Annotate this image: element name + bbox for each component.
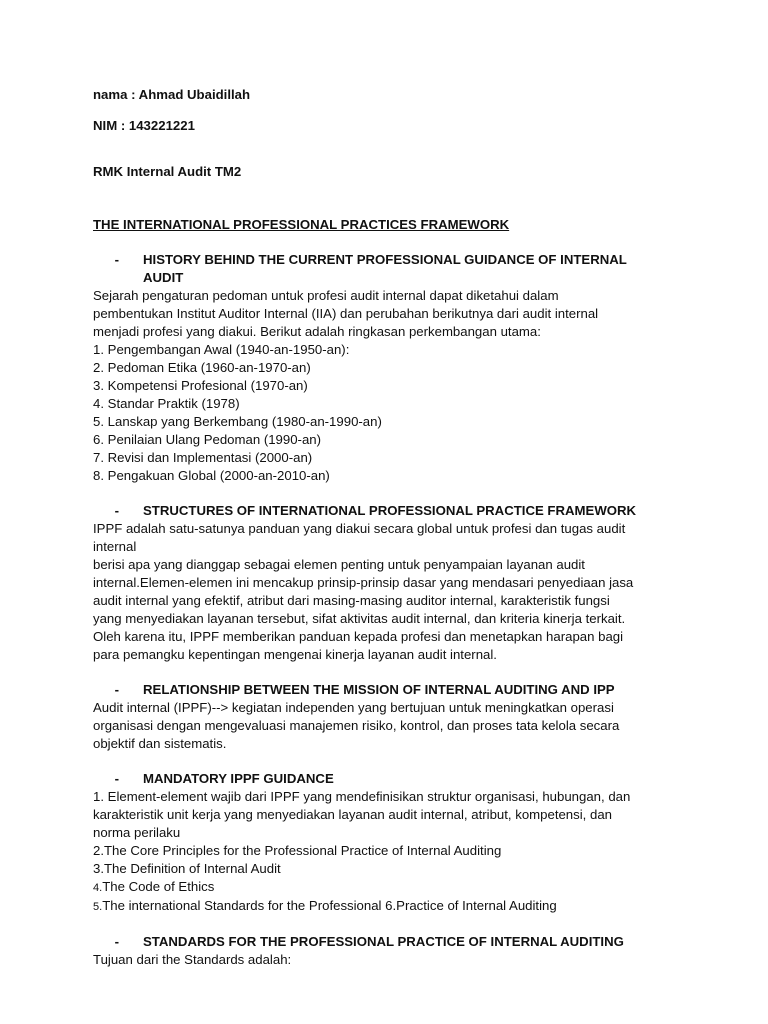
section-heading-mandatory — [93, 770, 683, 788]
list-item: 8. Pengakuan Global (2000-an-2010-an) — [93, 468, 330, 483]
student-name: nama : Ahmad Ubaidillah — [93, 87, 251, 102]
document-body — [93, 86, 683, 969]
bullet-dash: - — [114, 252, 119, 267]
section-title-line: STRUCTURES OF INTERNATIONAL PROFESSIONAL PRACTICE FRAMEWORK — [143, 503, 637, 518]
text-line: menjadi profesi yang diakui. Berikut adalah ringkasan perkembangan utama: — [93, 324, 541, 339]
list-item: 6. Penilaian Ulang Pedoman (1990-an) — [93, 432, 321, 447]
list-item: 5. Lanskap yang Berkembang (1980-an-1990-an) — [93, 414, 382, 429]
text-line: para pemangku kepentingan mengenai kinerja layanan audit internal. — [93, 647, 497, 662]
list-item: 3.The Definition of Internal Audit — [93, 861, 281, 876]
student-nim: NIM : 143221221 — [93, 118, 195, 133]
section-title-line: STANDARDS FOR THE PROFESSIONAL PRACTICE OF INTERNAL AUDITING — [143, 934, 624, 949]
section-body-standards — [93, 951, 683, 969]
section-body-mandatory — [93, 788, 683, 916]
list-item — [93, 897, 683, 916]
section-heading-structures — [93, 502, 683, 520]
text-line: organisasi dengan mengevaluasi manajemen risiko, kontrol, dan proses tata kelola secara — [93, 718, 620, 733]
main-title: THE INTERNATIONAL PROFESSIONAL PRACTICES FRAMEWORK — [93, 217, 510, 232]
section-body-history — [93, 287, 683, 485]
text-line: internal — [93, 539, 137, 554]
section-title-line: RELATIONSHIP BETWEEN THE MISSION OF INTERNAL AUDITING AND IPP — [143, 682, 615, 697]
list-item: 4. Standar Praktik (1978) — [93, 396, 240, 411]
course-title: RMK Internal Audit TM2 — [93, 164, 242, 179]
section-title-line: AUDIT — [143, 270, 184, 285]
list-item: 2. Pedoman Etika (1960-an-1970-an) — [93, 360, 311, 375]
text-line: norma perilaku — [93, 825, 181, 840]
text-line: pembentukan Institut Auditor Internal (IIA) dan perubahan berikutnya dari audit internal — [93, 306, 599, 321]
text-line: audit internal yang efektif, atribut dari masing-masing auditor internal, karakteristik fungsi — [93, 593, 610, 608]
section-body-structures — [93, 520, 683, 664]
text-line: karakteristik unit kerja yang menyediakan layanan audit internal, atribut, kompetensi, dan — [93, 807, 613, 822]
text-line: Audit internal (IPPF)--> kegiatan independen yang bertujuan untuk meningkatkan operasi — [93, 700, 614, 715]
text-line: Tujuan dari the Standards adalah: — [93, 952, 292, 967]
bullet-dash: - — [114, 682, 119, 697]
text-line: objektif dan sistematis. — [93, 736, 227, 751]
section-heading-standards — [93, 933, 683, 951]
text-line: 1. Element-element wajib dari IPPF yang mendefinisikan struktur organisasi, hubungan, dan — [93, 789, 631, 804]
section-heading-history — [93, 251, 683, 287]
list-number: 5. — [93, 901, 103, 913]
bullet-dash: - — [114, 503, 119, 518]
list-item: 3. Kompetensi Profesional (1970-an) — [93, 378, 308, 393]
section-body-relationship — [93, 699, 683, 753]
bullet-dash: - — [114, 934, 119, 949]
list-text: The Code of Ethics — [102, 879, 215, 894]
section-title-line: HISTORY BEHIND THE CURRENT PROFESSIONAL GUIDANCE OF INTERNAL — [143, 252, 627, 267]
text-line: berisi apa yang dianggap sebagai elemen penting untuk penyampaian layanan audit — [93, 557, 585, 572]
list-item: 1. Pengembangan Awal (1940-an-1950-an): — [93, 342, 350, 357]
text-line: yang menyediakan layanan tersebut, sifat aktivitas audit internal, dan kriteria kinerja terkait. — [93, 611, 626, 626]
list-item: 7. Revisi dan Implementasi (2000-an) — [93, 450, 313, 465]
text-line: IPPF adalah satu-satunya panduan yang diakui secara global untuk profesi dan tugas audit — [93, 521, 626, 536]
text-line: internal.Elemen-elemen ini mencakup prinsip-prinsip dasar yang mendasari penyediaan jasa — [93, 575, 634, 590]
bullet-dash: - — [114, 771, 119, 786]
list-item — [93, 878, 683, 897]
list-text: The international Standards for the Professional 6.Practice of Internal Auditing — [102, 898, 557, 913]
section-heading-relationship — [93, 681, 683, 699]
text-line: Oleh karena itu, IPPF memberikan panduan kepada profesi dan menetapkan harapan bagi — [93, 629, 624, 644]
list-item: 2.The Core Principles for the Professional Practice of Internal Auditing — [93, 843, 502, 858]
text-line: Sejarah pengaturan pedoman untuk profesi audit internal dapat diketahui dalam — [93, 288, 559, 303]
list-number: 4. — [93, 882, 103, 894]
section-title-line: MANDATORY IPPF GUIDANCE — [143, 771, 334, 786]
